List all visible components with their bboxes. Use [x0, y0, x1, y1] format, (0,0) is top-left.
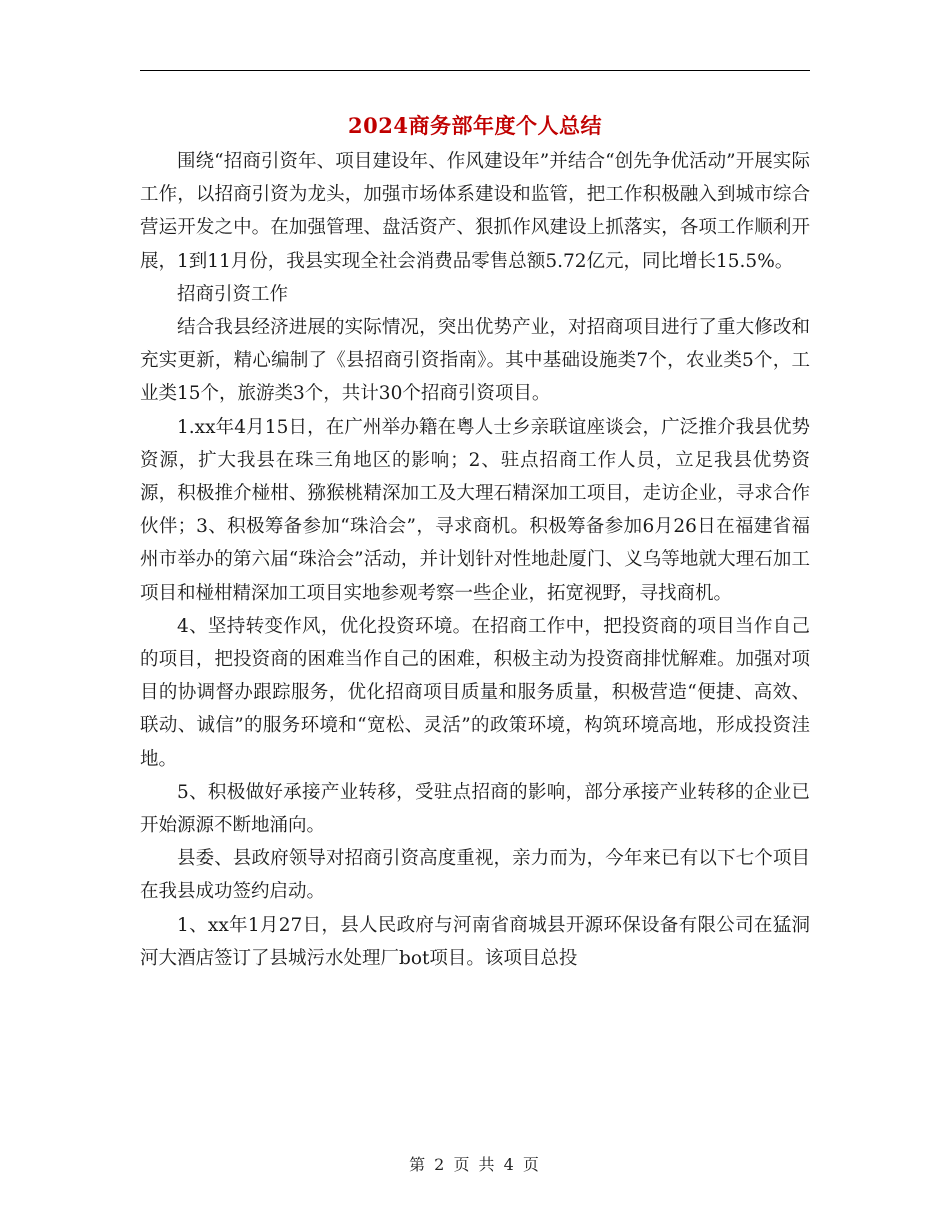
paragraph-signed-projects: 县委、县政府领导对招商引资高度重视，亲力而为，今年来已有以下七个项目在我县成功签约启动。 — [140, 848, 810, 903]
paragraph-industry-transfer: 5、积极做好承接产业转移，受驻点招商的影响，部分承接产业转移的企业已开始源源不断地涌向。 — [140, 781, 810, 837]
document-title: 2024商务部年度个人总结 — [348, 113, 602, 138]
paragraph-investment-guide: 结合我县经济进展的实际情况，突出优势产业，对招商项目进行了重大修改和充实更新，精心编制了《县招商引资指南》。其中基础设施类7个，农业类5个，工业类15个，旅游类3个，共计30个招商引资项目。 — [140, 317, 810, 405]
paragraph-work-style: 4、坚持转变作风，优化投资环境。在招商工作中，把投资商的项目当作自己的项目，把投资商的困难当作自己的困难，积极主动为投资商排忧解难。加强对项目的协调督办跟踪服务，优化招商项目质量和服务质量，积极营造“便捷、高效、联动、诚信”的服务环境和“宽松、灵活”的政策环境，构筑环境高地，形成投资洼地。 — [140, 615, 810, 770]
document-body — [140, 145, 810, 975]
paragraph-promotion-activities: 1.xx年4月15日，在广州举办籍在粤人士乡亲联谊座谈会，广泛推介我县优势资源，扩大我县在珠三角地区的影响；2、驻点招商工作人员，立足我县优势资源，积极推介椪柑、猕猴桃精深加工及大理石精深加工项目，走访企业，寻求合作伙伴；3、积极筹备参加“珠洽会”，寻求商机。积极筹备参加6月26日在福建省福州市举办的第六届“珠洽会”活动，并计划针对性地赴厦门、义乌等地就大理石加工项目和椪柑精深加工项目实地参观考察一些企业，拓宽视野，寻找商机。 — [140, 416, 810, 604]
header-rule — [140, 70, 810, 71]
page-number: 第 2 页 共 4 页 — [409, 1155, 541, 1174]
section-heading-investment: 招商引资工作 — [177, 283, 289, 305]
paragraph-project-one: 1、xx年1月27日，县人民政府与河南省商城县开源环保设备有限公司在猛洞河大酒店签订了县城污水处理厂bot项目。该项目总投 — [140, 914, 810, 969]
paragraph-intro: 围绕“招商引资年、项目建设年、作风建设年”并结合“创先争优活动”开展实际工作，以招商引资为龙头，加强市场体系建设和监管，把工作积极融入到城市综合营运开发之中。在加强管理、盘活资产、狠抓作风建设上抓落实，各项工作顺利开展，1到11月份，我县实现全社会消费品零售总额5.72亿元，同比增长15.5%。 — [140, 151, 810, 272]
